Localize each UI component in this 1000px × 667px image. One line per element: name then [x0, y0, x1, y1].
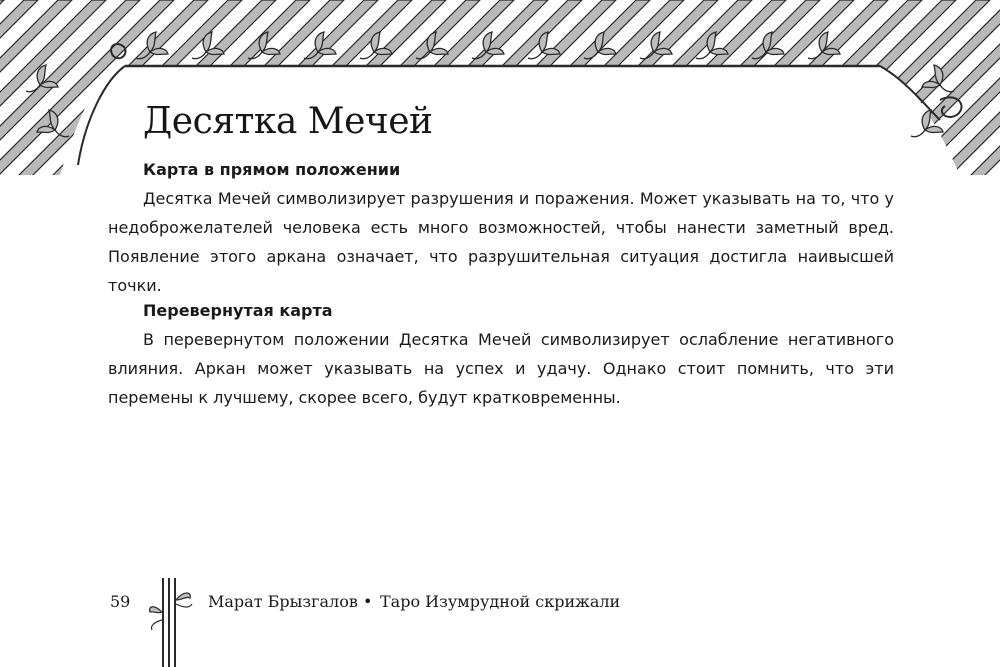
section-upright: [108, 155, 894, 300]
footer-separator: •: [363, 592, 373, 611]
section-heading: Карта в прямом положении: [143, 160, 401, 179]
section-body: Десятка Мечей символизирует разрушения и поражения. Может указывать на то, что у недоброжелателей человека есть много возможностей, чтобы нанести заметный вред. Появление этого аркана означает, что разрушительная ситуация достигла наивысшей точки.: [108, 189, 894, 295]
page-number: 59: [110, 592, 131, 611]
section-heading: Перевернутая карта: [143, 301, 333, 320]
section-reversed: [108, 296, 894, 412]
stripe: [0, 0, 106, 190]
footer-ornament: [150, 578, 192, 667]
section-body: В перевернутом положении Десятка Мечей символизирует ослабление негативного влияния. Аркан может указывать на успех и удачу. Однако стоит помнить, что эти перемены к лучшему, скорее всего, будут кратковременны.: [108, 330, 894, 407]
footer-author: Марат Брызгалов: [208, 592, 358, 611]
page-title: Десятка Мечей: [143, 101, 433, 142]
footer-book-title: Таро Изумрудной скрижали: [380, 592, 621, 611]
